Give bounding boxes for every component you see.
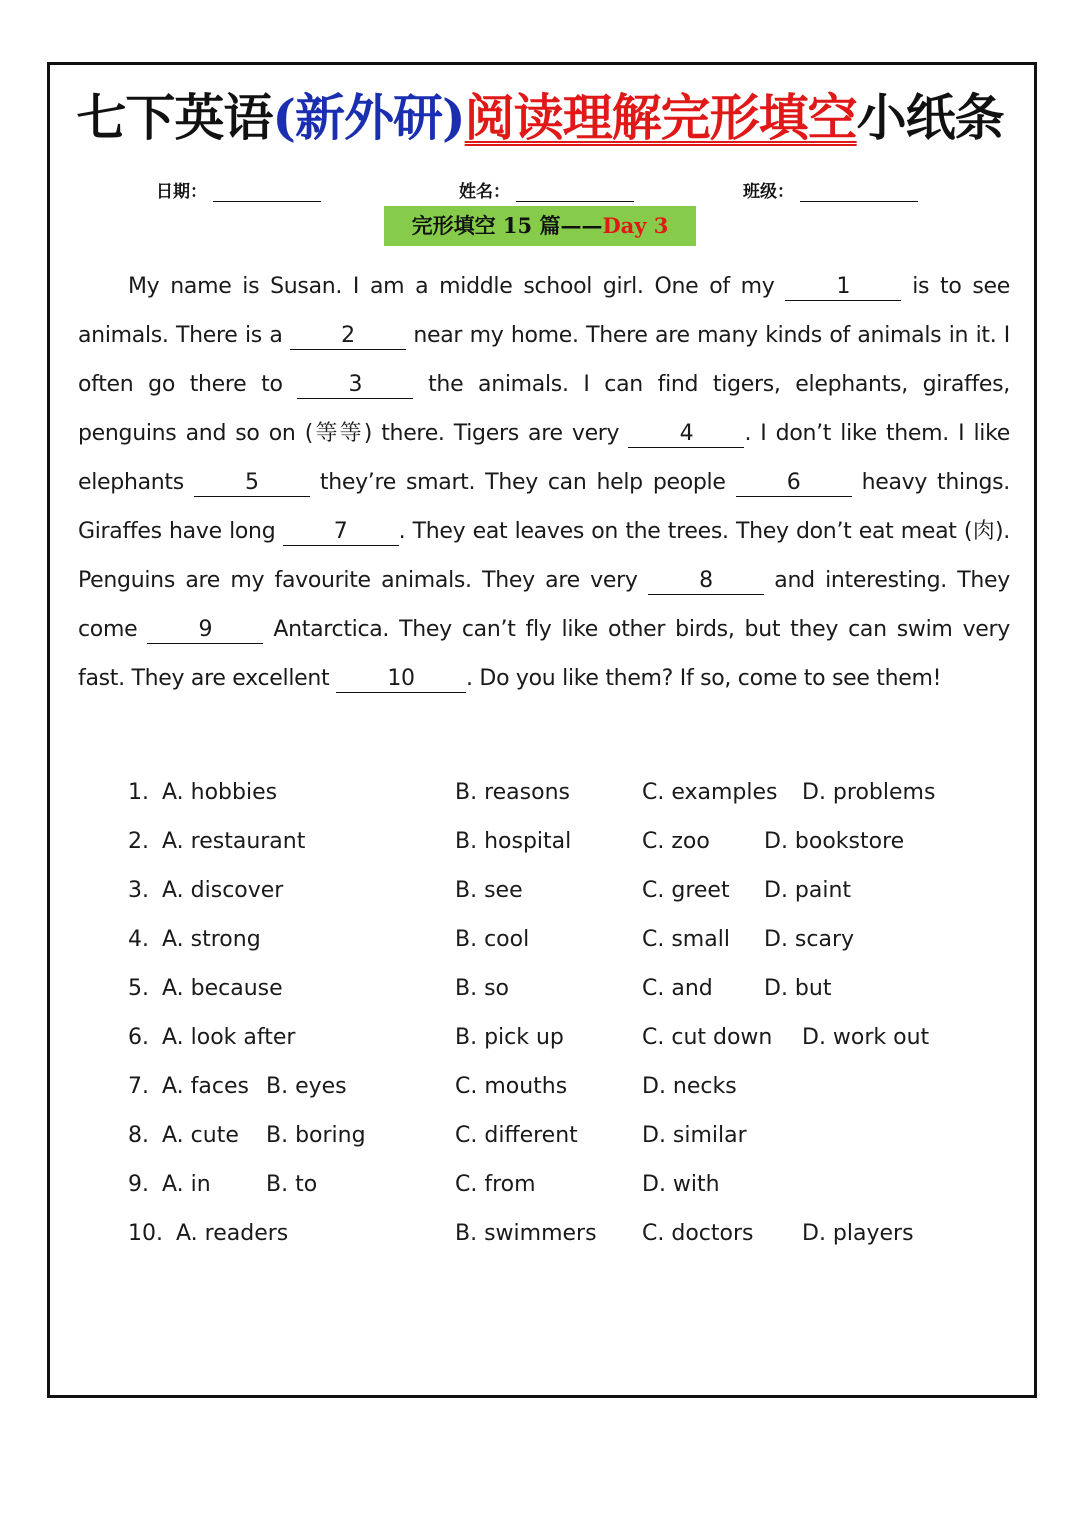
option-a[interactable]: A. cute [162,1123,239,1148]
blank-4[interactable]: 4 [628,421,744,448]
option-a[interactable]: A. readers [176,1221,289,1246]
option-d[interactable]: D. similar [642,1123,747,1148]
passage-text: . They eat leaves on the trees. They don’t eat meat (肉). Penguins are my favourite animals. They are very [78,519,1010,593]
option-a[interactable]: A. discover [162,878,284,903]
question-number: 7. [128,1074,149,1099]
option-c[interactable]: C. mouths [455,1074,568,1099]
blank-9[interactable]: 9 [147,617,263,644]
option-a[interactable]: A. in [162,1172,211,1197]
option-c[interactable]: C. small [642,927,730,952]
blank-2[interactable]: 2 [290,323,406,350]
option-a[interactable]: A. restaurant [162,829,306,854]
option-b[interactable]: B. reasons [455,780,570,805]
question-number: 3. [128,878,149,903]
question-number: 1. [128,780,149,805]
option-b[interactable]: B. pick up [455,1025,564,1050]
option-b[interactable]: B. hospital [455,829,572,854]
option-b[interactable]: B. swimmers [455,1221,597,1246]
blank-10[interactable]: 10 [336,666,466,693]
date-field [156,177,321,202]
option-b[interactable]: B. boring [266,1123,366,1148]
option-d[interactable]: D. but [764,976,832,1001]
name-label: 姓名： [459,182,510,202]
option-d[interactable]: D. scary [764,927,855,952]
option-a[interactable]: A. hobbies [162,780,278,805]
blank-6[interactable]: 6 [736,470,852,497]
section-label: 完形填空 15 篇—— [411,213,603,238]
option-d[interactable]: D. bookstore [764,829,905,854]
option-a[interactable]: A. because [162,976,283,1001]
option-d[interactable]: D. players [802,1221,914,1246]
blank-8[interactable]: 8 [648,568,764,595]
option-b[interactable]: B. eyes [266,1074,347,1099]
option-d[interactable]: D. problems [802,780,936,805]
date-blank[interactable] [213,183,321,202]
option-c[interactable]: C. and [642,976,713,1001]
option-d[interactable]: D. paint [764,878,852,903]
option-c[interactable]: C. cut down [642,1025,773,1050]
option-b[interactable]: B. to [266,1172,318,1197]
class-blank[interactable] [800,183,918,202]
name-blank[interactable] [516,183,634,202]
question-number: 10. [128,1221,163,1246]
question-row [128,1066,1008,1115]
page-title [0,86,1080,150]
blank-7[interactable]: 7 [283,519,399,546]
question-row [128,772,1008,821]
cloze-passage [78,262,1010,703]
option-c[interactable]: C. greet [642,878,730,903]
option-a[interactable]: A. faces [162,1074,249,1099]
question-number: 4. [128,927,149,952]
option-b[interactable]: B. so [455,976,510,1001]
option-b[interactable]: B. cool [455,927,530,952]
option-c[interactable]: C. different [455,1123,578,1148]
title-part-edition: (新外研) [272,88,465,147]
question-number: 2. [128,829,149,854]
option-a[interactable]: A. look after [162,1025,296,1050]
question-row [128,870,1008,919]
passage-text: My name is Susan. I am a middle school girl. One of my [128,274,775,299]
passage-text: heavy things. Giraffes have long [78,470,1010,544]
question-row [128,821,1008,870]
name-field [459,177,634,202]
question-number: 8. [128,1123,149,1148]
passage-text: and interesting. They come [78,568,1010,642]
option-d[interactable]: D. work out [802,1025,930,1050]
passage-text: near my home. There are many kinds of animals in it. I often go there to [78,323,1010,397]
passage-text: they’re smart. They can help people [319,470,726,495]
passage-text: Antarctica. They can’t fly like other birds, but they can swim very fast. They are excellent [78,617,1010,691]
question-number: 5. [128,976,149,1001]
option-c[interactable]: C. zoo [642,829,710,854]
option-b[interactable]: B. see [455,878,523,903]
date-label: 日期： [156,182,207,202]
class-field [743,177,918,202]
passage-text: the animals. I can find tigers, elephants, giraffes, penguins and so on (等等) there. Tigers are very [78,372,1010,446]
question-row [128,968,1008,1017]
option-c[interactable]: C. from [455,1172,536,1197]
blank-5[interactable]: 5 [194,470,310,497]
question-number: 6. [128,1025,149,1050]
option-a[interactable]: A. strong [162,927,261,952]
blank-1[interactable]: 1 [785,274,901,301]
question-row [128,1164,1008,1213]
option-c[interactable]: C. doctors [642,1221,754,1246]
title-part-topic: 阅读理解完形填空 [464,88,857,147]
answer-options [128,772,1008,1262]
title-part-grade: 七下英语 [76,88,273,147]
question-row [128,1115,1008,1164]
section-banner [384,206,696,246]
option-d[interactable]: D. with [642,1172,720,1197]
class-label: 班级： [743,182,794,202]
option-d[interactable]: D. necks [642,1074,737,1099]
question-row [128,1213,1008,1262]
question-row [128,919,1008,968]
question-row [128,1017,1008,1066]
title-part-suffix: 小纸条 [856,88,1004,147]
passage-text: . Do you like them? If so, come to see them! [466,666,942,691]
passage-text: is to see animals. There is a [78,274,1011,348]
option-c[interactable]: C. examples [642,780,778,805]
section-day: Day 3 [602,213,669,238]
passage-text: . I don’t like them. I like elephants [78,421,1011,495]
blank-3[interactable]: 3 [297,372,413,399]
question-number: 9. [128,1172,149,1197]
